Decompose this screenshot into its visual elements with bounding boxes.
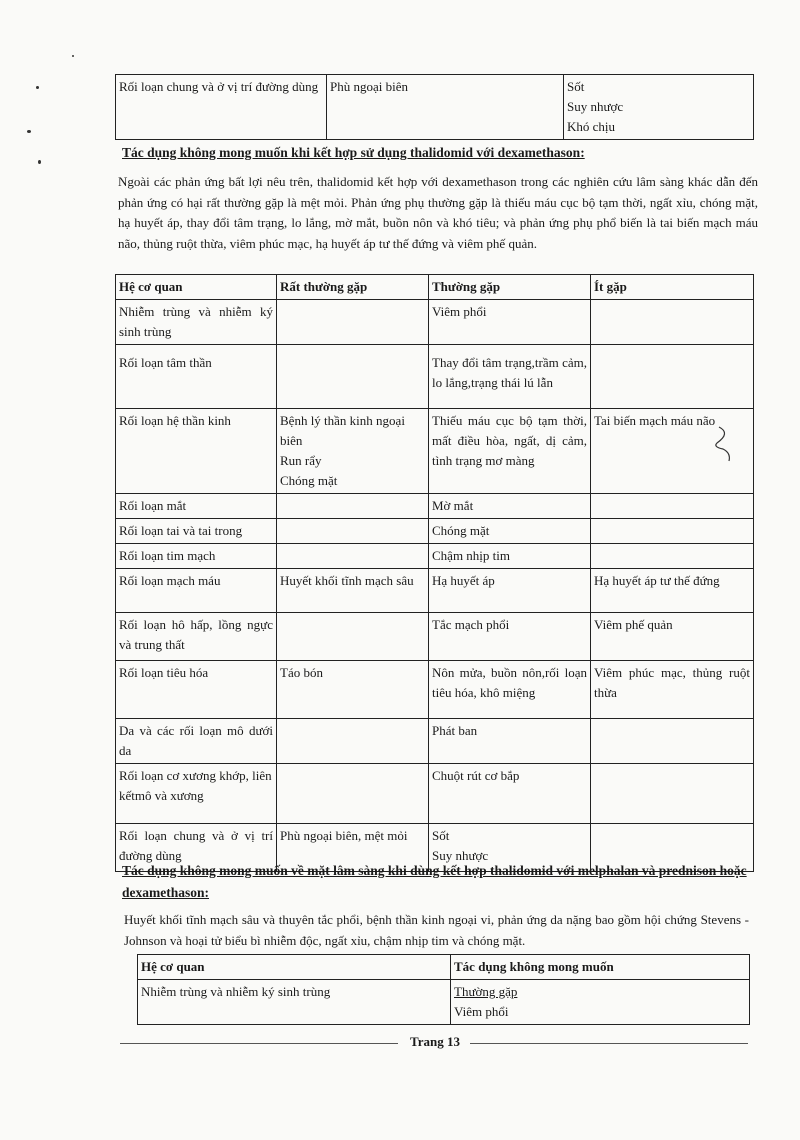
cell-system: Rối loạn tiêu hóa [116,661,277,719]
scan-speck [38,160,41,164]
page-number: Trang 13 [410,1034,460,1049]
cell-uncommon [591,544,754,569]
cell-very-common [277,544,429,569]
cell-uncommon [564,75,754,140]
cell-uncommon [591,494,754,519]
cell-system: Nhiễm trùng và nhiễm ký sinh trùng [116,300,277,345]
paragraph: Huyết khối tĩnh mạch sâu và thuyên tắc phổi, bệnh thần kinh ngoại vi, phản ứng da nặng bao gồm hội chứng Stevens -Johnson và hoại tử biểu bì nhiễm độc, ngất xỉu, chậm nhịp tim và chóng mặt. [124,912,749,948]
cell-system: Da và các rối loạn mô dưới da [116,719,277,764]
cell-common: Thay đổi tâm trạng,trầm cảm, lo lắng,trạng thái lú lẫn [429,345,591,409]
table-row [116,75,754,140]
header-system: Hệ cơ quan [138,955,451,980]
cell-common: Thiếu máu cục bộ tạm thời, mất điều hòa, ngất, dị cảm, tình trạng mơ màng [429,409,591,494]
cell-very-common [277,519,429,544]
cell-very-common [277,764,429,824]
cell-common: Hạ huyết áp [429,569,591,613]
cell-system: Rối loạn mạch máu [116,569,277,613]
handwritten-mark-icon [709,423,739,463]
cell-very-common [277,300,429,345]
cell-system: Rối loạn hệ thần kinh [116,409,277,494]
cell-system: Rối loạn tai và tai trong [116,519,277,544]
cell-very-common: Bệnh lý thần kinh ngoại biên Run rẩy Chóng mặt [277,409,429,494]
header-effect: Tác dụng không mong muốn [451,955,750,980]
footer-rule-left [120,1043,398,1044]
table-row [116,569,754,613]
section-heading: Tác dụng không mong muốn về mặt lâm sàng khi dùng kết hợp thalidomid với melphalan và prednison hoặc dexamethason: [122,863,747,900]
cell-common: Chậm nhịp tim [429,544,591,569]
cell-uncommon [591,764,754,824]
cell-very-common: Phù ngoại biên [327,75,564,140]
scan-speck [72,55,74,57]
cell-uncommon [591,300,754,345]
frequency-label: Thường gặp [454,984,518,999]
cell-line: Suy nhược [567,99,624,114]
cell-effect [451,980,750,1025]
cell-system: Rối loạn cơ xương khớp, liên kếtmô và xương [116,764,277,824]
cell-common: Mờ mắt [429,494,591,519]
cell-uncommon [591,519,754,544]
cell-line: Sốt [567,79,585,94]
footer-rule-right [470,1043,748,1044]
table-row [116,300,754,345]
header-very-common: Rất thường gặp [277,275,429,300]
cell-uncommon: Viêm phế quản [591,613,754,661]
table-row [116,345,754,409]
cell-common: Sốt Suy nhược [429,824,591,872]
cell-very-common [277,719,429,764]
cell-common: Nôn mửa, buồn nôn,rối loạn tiêu hóa, khô miệng [429,661,591,719]
cell-very-common: Táo bón [277,661,429,719]
table-row [116,661,754,719]
scan-speck [36,86,39,89]
cell-system: Rối loạn chung và ở vị trí đường dùng [116,824,277,872]
cell-system: Nhiễm trùng và nhiễm ký sinh trùng [138,980,451,1025]
header-uncommon: Ít gặp [591,275,754,300]
cell-system: Rối loạn tim mạch [116,544,277,569]
top-table [115,74,754,140]
table-row [116,409,754,494]
cell-system: Rối loạn mắt [116,494,277,519]
table-row [116,494,754,519]
cell-very-common: Phù ngoại biên, mệt mỏi [277,824,429,872]
table-row [116,613,754,661]
cell-very-common: Huyết khối tĩnh mạch sâu [277,569,429,613]
cell-system: Rối loạn chung và ở vị trí đường dùng [116,75,327,140]
section-heading: Tác dụng không mong muốn khi kết hợp sử dụng thalidomid với dexamethason: [122,145,585,160]
paragraph: Ngoài các phản ứng bất lợi nêu trên, thalidomid kết hợp với dexamethason trong các nghiên cứu lâm sàng khác dẫn đến phản ứng có hại rất thường gặp là mệt mỏi. Phản ứng phụ thường gặp là thiếu máu cục bộ tạm thời, ngất xỉu, chóng mặt, hạ huyết áp, thay đổi tâm trạng, lo lắng, mờ mắt, buồn nôn và khó tiêu; và phản ứng phụ phổ biến là tai biến mạch máu não, thủng ruột thừa, viêm phúc mạc, hạ huyết áp tư thế đứng và viêm phế quản. [118,174,758,251]
table-header-row [138,955,750,980]
main-table [115,274,754,872]
cell-very-common [277,494,429,519]
scan-speck [27,130,31,133]
cell-common: Chóng mặt [429,519,591,544]
bottom-table [137,954,750,1025]
cell-uncommon [591,345,754,409]
table-row [116,519,754,544]
cell-uncommon [591,719,754,764]
cell-line: Khó chịu [567,119,616,134]
cell-system: Rối loạn tâm thần [116,345,277,409]
table-row [138,980,750,1025]
cell-uncommon-text: Tai biến mạch máu não [594,413,716,428]
table-row [116,764,754,824]
cell-common: Chuột rút cơ bắp [429,764,591,824]
table-row [116,719,754,764]
cell-very-common [277,345,429,409]
header-system: Hệ cơ quan [116,275,277,300]
table-header-row [116,275,754,300]
cell-uncommon [591,409,754,494]
effect-label: Viêm phổi [454,1004,509,1019]
cell-system: Rối loạn hô hấp, lồng ngực và trung thất [116,613,277,661]
cell-uncommon: Viêm phúc mạc, thủng ruột thừa [591,661,754,719]
cell-very-common [277,613,429,661]
cell-uncommon: Hạ huyết áp tư thế đứng [591,569,754,613]
cell-common: Viêm phổi [429,300,591,345]
cell-common: Tắc mạch phổi [429,613,591,661]
table-row [116,544,754,569]
header-common: Thường gặp [429,275,591,300]
cell-common: Phát ban [429,719,591,764]
